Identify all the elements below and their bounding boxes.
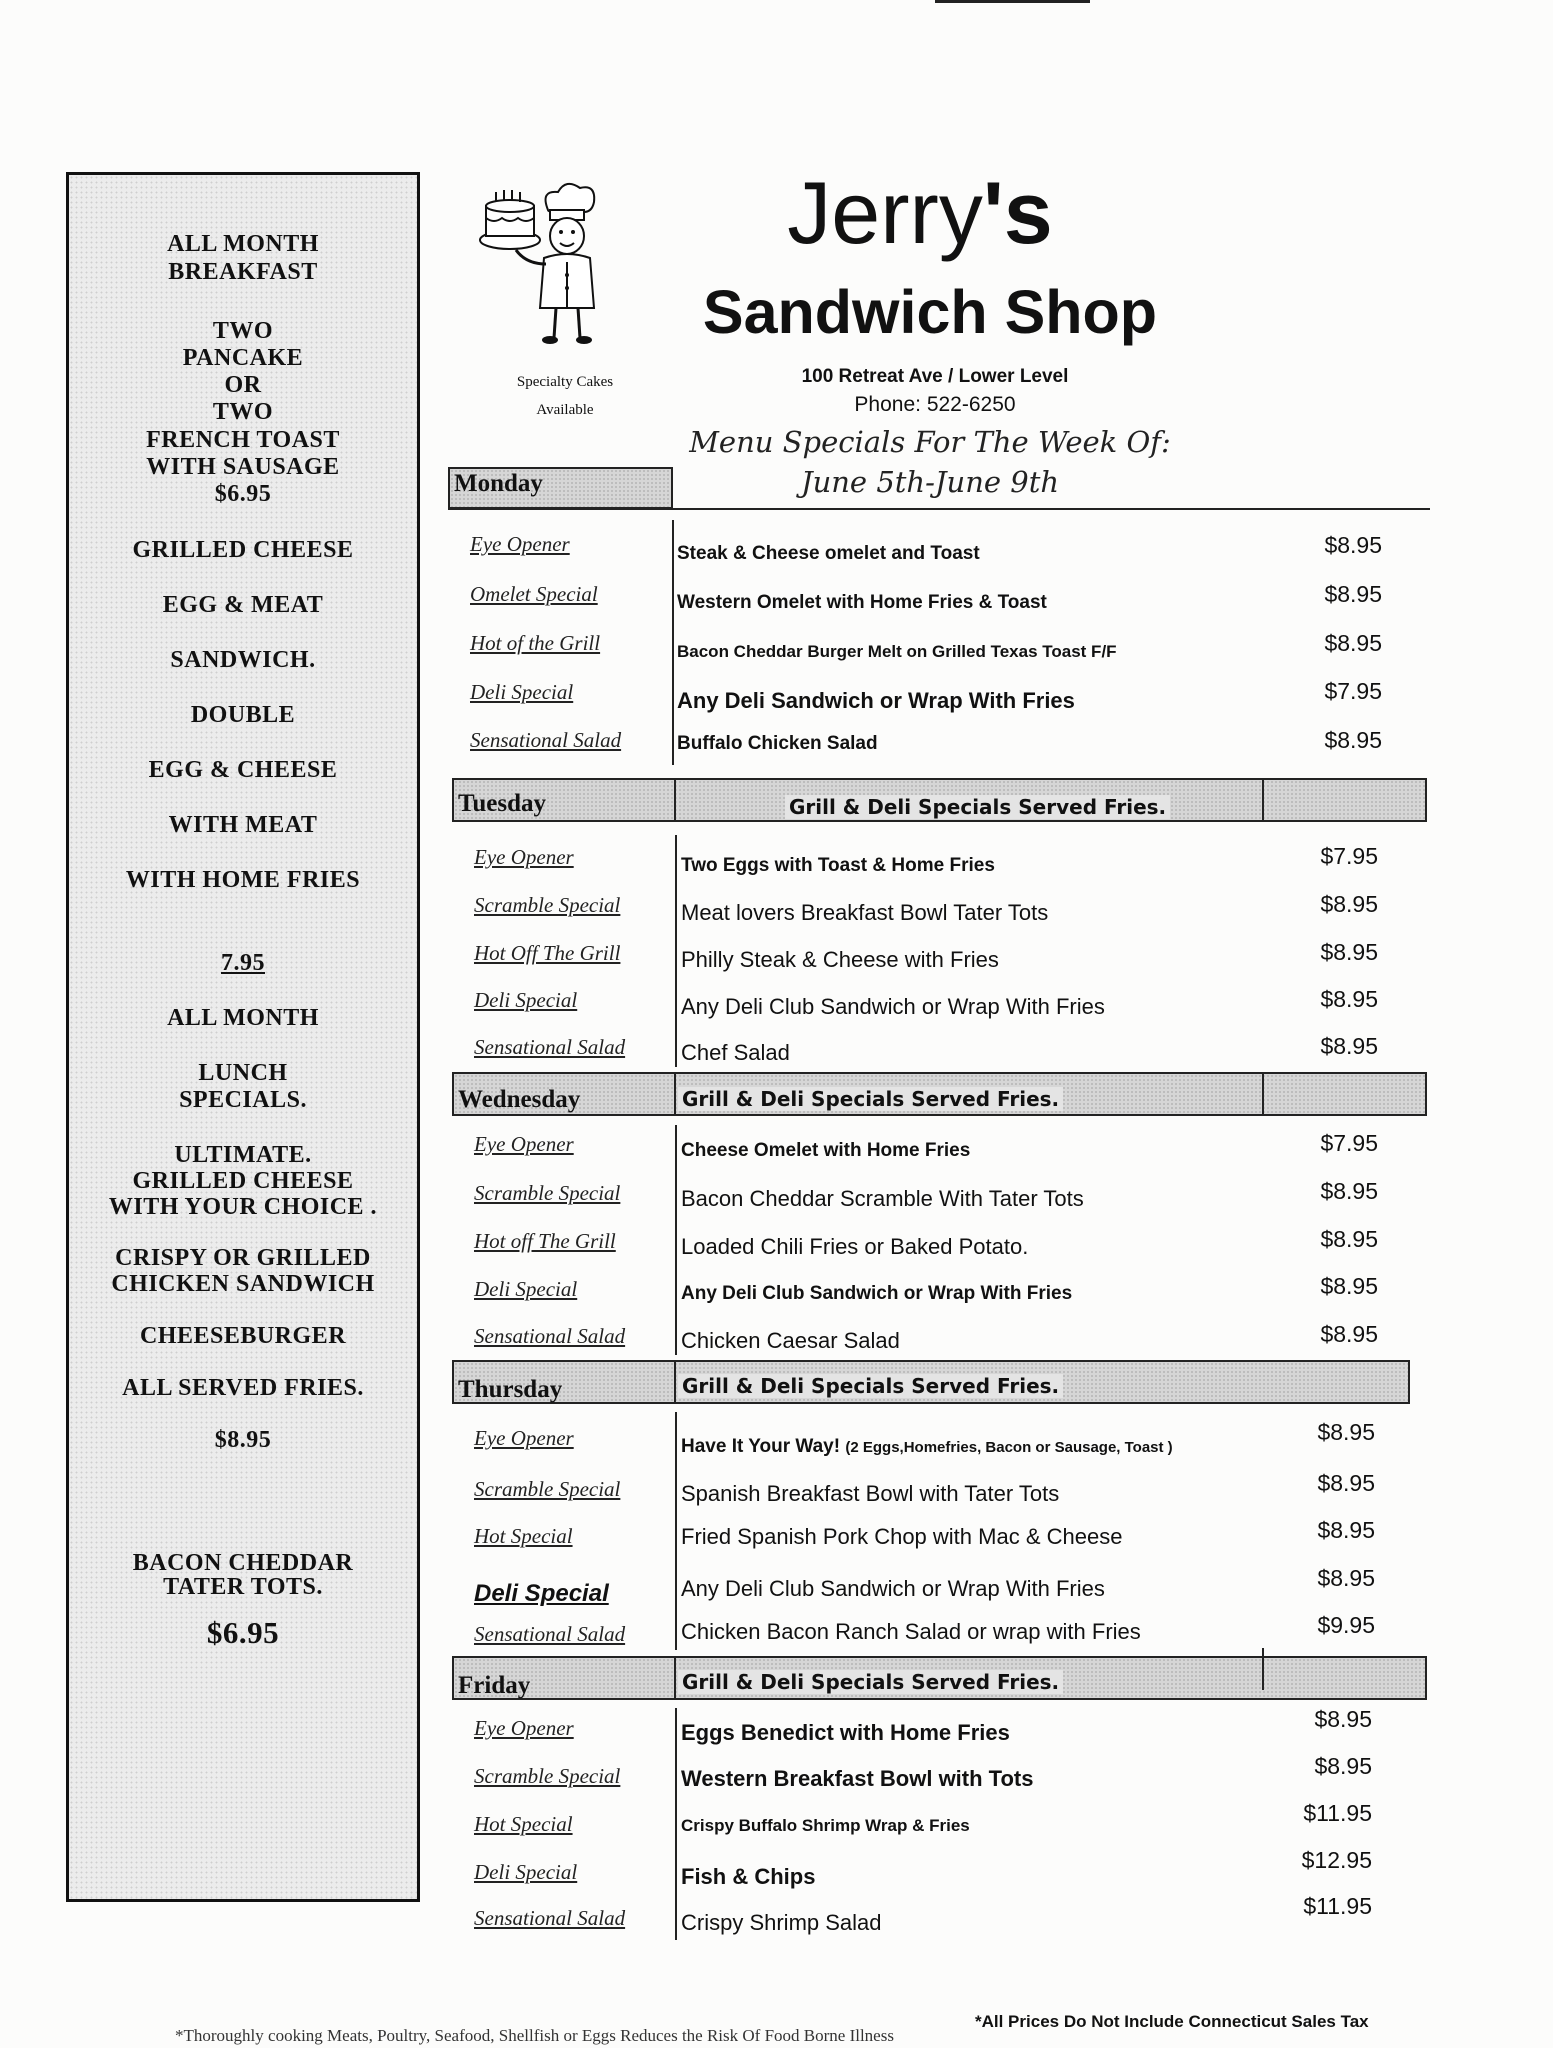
- menu-item: Fish & Chips: [681, 1864, 816, 1889]
- menu-item: Bacon Cheddar Scramble With Tater Tots: [681, 1186, 1084, 1211]
- menu-item: Philly Steak & Cheese with Fries: [681, 947, 999, 972]
- price: $11.95: [1303, 1893, 1372, 1919]
- price: $8.95: [1317, 1565, 1375, 1591]
- menu-item: Eggs Benedict with Home Fries: [681, 1720, 1010, 1745]
- category-label: Scramble Special: [474, 893, 621, 917]
- price: $8.95: [1324, 581, 1382, 607]
- wednesday-divider: [675, 1125, 677, 1355]
- category-label: Hot Special: [474, 1812, 573, 1836]
- tuesday-divider: [675, 835, 677, 1067]
- day-name-thursday: Thursday: [458, 1376, 563, 1403]
- top-edge-line: [935, 0, 1090, 3]
- category-label: Deli Special: [474, 1580, 609, 1607]
- price: $8.95: [1314, 1706, 1372, 1732]
- sidebar-line: ALL MONTH: [167, 231, 319, 257]
- day-note-wednesday: Grill & Deli Specials Served Fries.: [678, 1087, 1063, 1111]
- sidebar-line: DOUBLE: [190, 702, 296, 728]
- category-label: Eye Opener: [470, 532, 570, 556]
- category-label: Sensational Salad: [474, 1622, 626, 1646]
- sidebar-line: SANDWICH.: [170, 647, 316, 673]
- menu-item: Chicken Caesar Salad: [681, 1328, 900, 1353]
- menu-item: Two Eggs with Toast & Home Fries: [681, 855, 995, 876]
- sidebar-price: $6.95: [206, 1615, 280, 1650]
- sidebar-line: CHICKEN SANDWICH: [111, 1271, 375, 1297]
- sidebar-price: $8.95: [214, 1427, 272, 1453]
- price: $7.95: [1320, 1130, 1378, 1156]
- sidebar-line: WITH HOME FRIES: [125, 867, 361, 893]
- price: $8.95: [1320, 939, 1378, 965]
- sidebar-line: PANCAKE: [182, 345, 304, 371]
- price: $7.95: [1324, 678, 1382, 704]
- menu-item: Steak & Cheese omelet and Toast: [677, 543, 980, 564]
- price: $7.95: [1320, 843, 1378, 869]
- menu-item: [681, 1436, 1173, 1458]
- price: $9.95: [1317, 1612, 1375, 1638]
- day-note-thursday: Grill & Deli Specials Served Fries.: [678, 1374, 1063, 1398]
- category-label: Scramble Special: [474, 1764, 621, 1788]
- sidebar-line: TWO: [212, 318, 274, 344]
- category-label: Deli Special: [474, 988, 578, 1012]
- tax-note: *All Prices Do Not Include Connecticut Sales Tax: [975, 2012, 1369, 2031]
- price: $8.95: [1320, 1226, 1378, 1252]
- menu-item: Any Deli Club Sandwich or Wrap With Fries: [681, 1576, 1105, 1601]
- menu-item: Chicken Bacon Ranch Salad or wrap with Fries: [681, 1619, 1141, 1644]
- sidebar-line: WITH YOUR CHOICE .: [108, 1194, 378, 1220]
- category-label: Hot off The Grill: [474, 1229, 616, 1253]
- category-label: Deli Special: [474, 1860, 578, 1884]
- sidebar-line: ALL MONTH: [167, 1005, 319, 1031]
- price: $8.95: [1320, 1321, 1378, 1347]
- specialty-cakes-note: [480, 368, 650, 424]
- menu-item: Cheese Omelet with Home Fries: [681, 1140, 971, 1161]
- price: $8.95: [1324, 532, 1382, 558]
- price: $8.95: [1320, 1178, 1378, 1204]
- menu-item: Any Deli Sandwich or Wrap With Fries: [677, 688, 1075, 713]
- sidebar-line: BACON CHEDDAR: [132, 1550, 354, 1576]
- menu-item: Any Deli Club Sandwich or Wrap With Fries: [681, 994, 1105, 1019]
- category-label: Eye Opener: [474, 1132, 574, 1156]
- category-label: Eye Opener: [474, 1716, 574, 1740]
- price: $8.95: [1320, 891, 1378, 917]
- price: $8.95: [1320, 1273, 1378, 1299]
- price: $8.95: [1314, 1753, 1372, 1779]
- phone: Phone: 522-6250: [854, 393, 1016, 416]
- all-month-sidebar: [66, 172, 420, 1902]
- category-label: Scramble Special: [474, 1181, 621, 1205]
- price: $11.95: [1303, 1800, 1372, 1826]
- category-label: Hot Off The Grill: [474, 941, 621, 965]
- sidebar-line: GRILLED CHEESE: [132, 1168, 354, 1194]
- menu-item: Chef Salad: [681, 1040, 790, 1065]
- menu-item: Buffalo Chicken Salad: [677, 733, 878, 754]
- menu-item: Bacon Cheddar Burger Melt on Grilled Texas Toast F/F: [677, 642, 1117, 661]
- day-name-wednesday: Wednesday: [458, 1086, 581, 1113]
- category-label: Hot Special: [474, 1524, 573, 1548]
- day-note-tuesday: Grill & Deli Specials Served Fries.: [785, 795, 1170, 819]
- menu-item: Loaded Chili Fries or Baked Potato.: [681, 1234, 1029, 1259]
- category-label: Deli Special: [474, 1277, 578, 1301]
- cakes-line: Specialty Cakes: [516, 374, 614, 390]
- category-label: Eye Opener: [474, 1426, 574, 1450]
- monday-divider: [672, 520, 674, 765]
- item-subtext: (2 Eggs,Homefries, Bacon or Sausage, Toast ): [845, 1439, 1173, 1456]
- sidebar-line: CHEESEBURGER: [139, 1323, 347, 1349]
- sidebar-line: FRENCH TOAST: [146, 427, 340, 453]
- price: $8.95: [1324, 727, 1382, 753]
- sidebar-line: EGG & MEAT: [162, 592, 324, 618]
- menu-item: Fried Spanish Pork Chop with Mac & Cheese: [681, 1524, 1123, 1549]
- menu-item: Western Omelet with Home Fries & Toast: [677, 592, 1047, 613]
- sidebar-line: WITH MEAT: [168, 812, 318, 838]
- sidebar-line: WITH SAUSAGE: [146, 454, 340, 480]
- menu-item: Crispy Shrimp Salad: [681, 1910, 882, 1935]
- category-label: Scramble Special: [474, 1477, 621, 1501]
- sidebar-line: TWO: [212, 399, 274, 425]
- category-label: Eye Opener: [474, 845, 574, 869]
- price: $8.95: [1320, 986, 1378, 1012]
- sidebar-price-text: 7.95: [221, 950, 265, 976]
- category-label: Sensational Salad: [474, 1035, 626, 1059]
- address: 100 Retreat Ave / Lower Level: [801, 366, 1069, 387]
- category-label: Sensational Salad: [470, 728, 622, 752]
- sidebar-line: LUNCH: [198, 1060, 288, 1086]
- sidebar-price: [69, 950, 417, 977]
- day-name-friday: Friday: [458, 1672, 531, 1699]
- sidebar-line: BREAKFAST: [168, 259, 318, 285]
- wednesday-bar-divider: [1262, 1074, 1264, 1116]
- shop-title-name: Jerry: [787, 163, 983, 262]
- price: $12.95: [1301, 1847, 1372, 1873]
- shop-subtitle: Sandwich Shop: [702, 278, 1158, 346]
- menu-item: Any Deli Club Sandwich or Wrap With Fries: [681, 1283, 1073, 1304]
- menu-item: Crispy Buffalo Shrimp Wrap & Fries: [681, 1816, 970, 1835]
- menu-item: Western Breakfast Bowl with Tots: [681, 1766, 1034, 1791]
- thursday-divider: [675, 1412, 677, 1650]
- friday-divider: [675, 1708, 677, 1940]
- week-dates: June 5th-June 9th: [800, 465, 1060, 499]
- sidebar-price: $6.95: [214, 481, 272, 507]
- week-heading: Menu Specials For The Week Of:: [689, 425, 1171, 459]
- tuesday-bar-divider: [674, 780, 676, 822]
- day-name-monday: Monday: [454, 470, 543, 497]
- price: $8.95: [1320, 1033, 1378, 1059]
- wednesday-bar-divider: [674, 1074, 676, 1116]
- sidebar-line: CRISPY OR GRILLED: [115, 1245, 371, 1271]
- menu-item: Meat lovers Breakfast Bowl Tater Tots: [681, 900, 1049, 925]
- sidebar-line: ALL SERVED FRIES.: [122, 1375, 364, 1401]
- category-label: Deli Special: [470, 680, 574, 704]
- cakes-line: Available: [536, 402, 594, 418]
- day-name-tuesday: Tuesday: [458, 790, 547, 817]
- day-note-friday: Grill & Deli Specials Served Fries.: [678, 1670, 1063, 1694]
- category-label: Omelet Special: [470, 582, 598, 606]
- food-safety-disclaimer: *Thoroughly cooking Meats, Poultry, Seafood, Shellfish or Eggs Reduces the Risk Of Food Borne Illness: [175, 2026, 894, 2045]
- shop-title: [700, 165, 1140, 261]
- category-label: Sensational Salad: [474, 1324, 626, 1348]
- item-text: Have It Your Way!: [681, 1436, 841, 1457]
- shop-title-apos: 's: [982, 163, 1053, 262]
- price: $8.95: [1317, 1517, 1375, 1543]
- price: $8.95: [1317, 1419, 1375, 1445]
- price: $8.95: [1324, 630, 1382, 656]
- sidebar-line: EGG & CHEESE: [148, 757, 338, 783]
- sidebar-line: OR: [224, 372, 262, 398]
- sidebar-line: TATER TOTS.: [163, 1574, 323, 1600]
- friday-bar-divider: [674, 1658, 676, 1700]
- price: $8.95: [1317, 1470, 1375, 1496]
- category-label: Hot of the Grill: [470, 631, 601, 655]
- sidebar-line: ULTIMATE.: [174, 1142, 312, 1168]
- sidebar-line: SPECIALS.: [179, 1087, 307, 1113]
- menu-item: Spanish Breakfast Bowl with Tater Tots: [681, 1481, 1060, 1506]
- sidebar-line: GRILLED CHEESE: [132, 537, 354, 563]
- friday-bar-divider: [1262, 1648, 1264, 1690]
- category-label: Sensational Salad: [474, 1906, 626, 1930]
- chef-with-cake-icon: [478, 180, 608, 350]
- thursday-bar-divider: [674, 1362, 676, 1404]
- tuesday-bar-divider: [1262, 780, 1264, 822]
